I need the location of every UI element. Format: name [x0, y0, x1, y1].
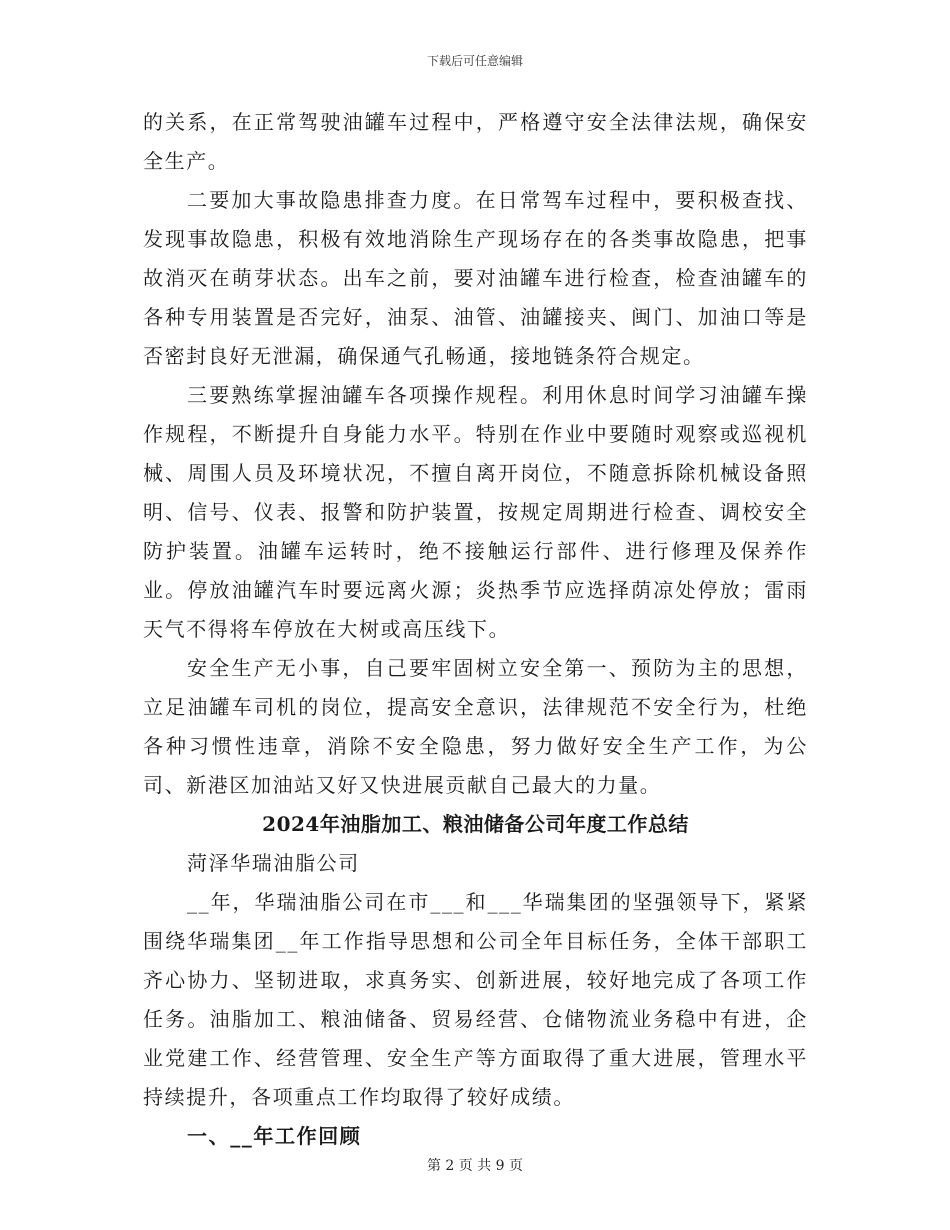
document-title: 2024年油脂加工、粮油储备公司年度工作总结	[262, 812, 689, 836]
paragraph-4: 安全生产无小事，自己要牢固树立安全第一、预防为主的思想，立足油罐车司机的岗位，提高安全意识，法律规范不安全行为，杜绝各种习惯性违章，消除不安全隐患，努力做好安全生产工作，为公司、新港区加油站又好又快进展贡献自己最大的力量。	[143, 656, 808, 797]
paragraph-3: 三要熟练掌握油罐车各项操作规程。利用休息时间学习油罐车操作规程，不断提升自身能力水平。特别在作业中要随时观察或巡视机械、周围人员及环境状况，不擅自离开岗位，不随意拆除机械设备照明、信号、仪表、报警和防护装置，按规定周期进行检查、调校安全防护装置。油罐车运转时，绝不接触运行部件、进行修理及保养作业。停放油罐汽车时要远离火源；炎热季节应选择荫凉处停放；雷雨天气不得将车停放在大树或高压线下。	[143, 383, 808, 641]
company-name: 菏泽华瑞油脂公司	[187, 851, 360, 875]
document-body	[143, 103, 808, 1156]
page-number: 第 2 页 共 9 页	[426, 1158, 524, 1174]
section-heading-1: 一、__年工作回顾	[187, 1124, 362, 1148]
paragraph-5: __年，华瑞油脂公司在市___和___华瑞集团的坚强领导下，紧紧围绕华瑞集团__年工作指导思想和公司全年目标任务，全体干部职工齐心协力、坚韧进取，求真务实、创新进展，较好地完成了各项工作任务。油脂加工、粮油储备、贸易经营、仓储物流业务稳中有进，企业党建工作、经营管理、安全生产等方面取得了重大进展，管理水平持续提升，各项重点工作均取得了较好成绩。	[143, 890, 808, 1109]
header-note: 下载后可任意编辑	[426, 54, 523, 68]
paragraph-2: 二要加大事故隐患排查力度。在日常驾车过程中，要积极查找、发现事故隐患，积极有效地消除生产现场存在的各类事故隐患，把事故消灭在萌芽状态。出车之前，要对油罐车进行检查，检查油罐车的各种专用装置是否完好，油泵、油管、油罐接夹、闽门、加油口等是否密封良好无泄漏，确保通气孔畅通，接地链条符合规定。	[143, 188, 808, 368]
paragraph-1: 的关系，在正常驾驶油罐车过程中，严格遵守安全法律法规，确保安全生产。	[143, 110, 808, 173]
